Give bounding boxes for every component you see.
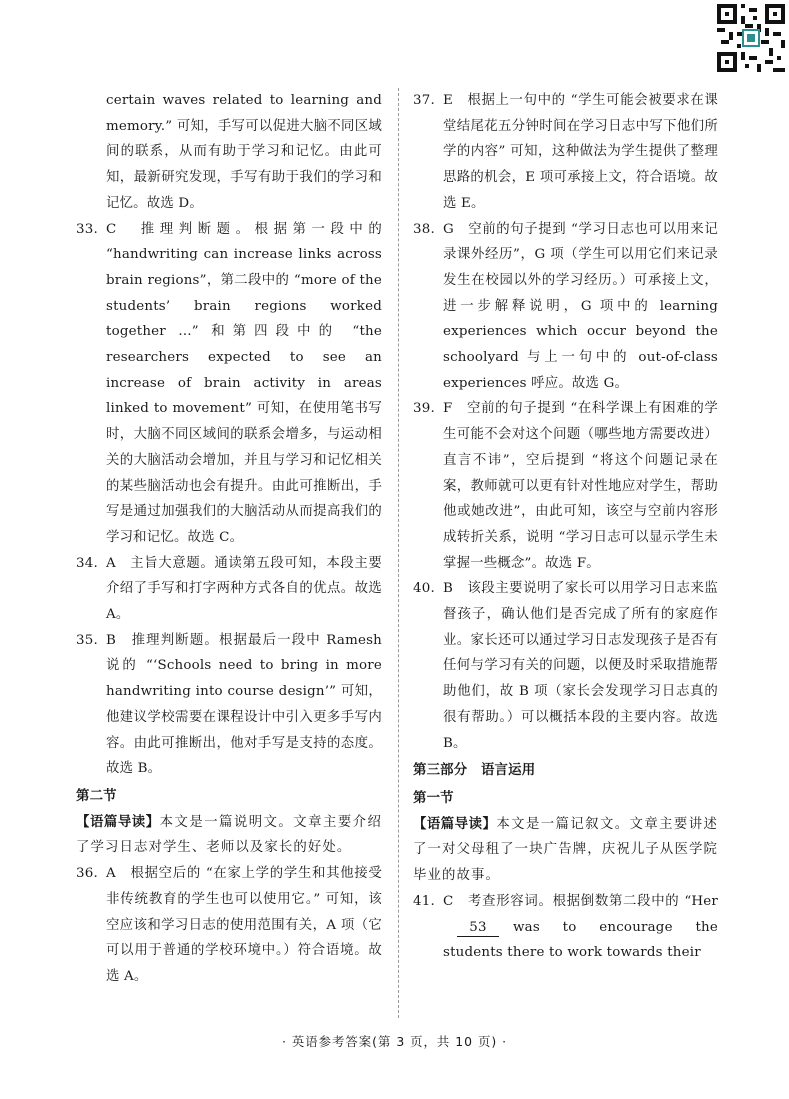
answer-number: 40. — [413, 581, 435, 597]
answer-item-33 — [76, 217, 382, 551]
answer-explanation: E 根据上一句中的 “学生可能会被要求在课堂结尾花五分钟时间在学习日志中写下他们所学的内容” 可知，这种做法为学生提供了整理思路的机会，E 项可承接上文，符合语境。故选 E。 — [443, 93, 718, 211]
passage-guide — [76, 810, 382, 861]
q41-text-before: C 考查形容词。根据倒数第二段中的 “Her — [443, 893, 718, 909]
guide-tag: 【语篇导读】 — [413, 816, 497, 832]
section-heading: 第一节 — [413, 790, 454, 806]
answer-item-35 — [76, 628, 382, 782]
answer-number: 41. — [413, 893, 435, 909]
answer-item-38 — [413, 217, 718, 397]
passage-guide — [413, 812, 718, 889]
right-column — [413, 88, 718, 966]
answer-item-36 — [76, 861, 382, 990]
page-footer: · 英语参考答案(第 3 页，共 10 页) · — [281, 1034, 508, 1049]
continued-paragraph: certain waves related to learning and memory.” 可知，手写可以促进大脑不同区域间的联系，从而有助于学习和记忆。由此可知，最新研究发现，手写有助于我们的学习和记忆。故选 D。 — [106, 93, 382, 211]
answer-number: 34. — [76, 555, 98, 571]
answer-number: 37. — [413, 93, 435, 108]
answer-explanation: B 该段主要说明了家长可以用学习日志来监督孩子，确认他们是否完成了所有的家庭作业。家长还可以通过学习日志发现孩子是否有任何与学习有关的问题，以便及时采取措施帮助他们，故 B 项（家长会发现学习日志真的很有帮助。）可以概括本段的主要内容。故选 B。 — [443, 581, 718, 751]
answer-explanation: A 主旨大意题。通读第五段可知，本段主要介绍了手写和打字两种方式各自的优点。故选 A。 — [106, 555, 382, 623]
guide-text: 本文是一篇说明文。文章主要介绍了学习日志对学生、老师以及家长的好处。 — [76, 814, 382, 856]
answer-explanation: G 空前的句子提到 “学习日志也可以用来记录课外经历”，G 项（学生可以用它们来记录发生在校园以外的学习经历。）可承接上文，进一步解释说明，G 项中的 learning experiences which occur beyond the schoolyard 与上一句中的 out-of-class experiences 呼应。故选 G。 — [443, 221, 718, 391]
answer-explanation: F 空前的句子提到 “在科学课上有困难的学生可能不会对这个问题（哪些地方需要改进）直言不讳”，空后提到 “将这个问题记录在案，教师就可以更有针对性地应对学生，帮助他或她改进”，由此可知，该空与空前内容形成转折关系，说明 “学习日志可以显示学生未掌握一些概念”。故选 F。 — [443, 401, 718, 571]
column-divider — [398, 88, 399, 1018]
answer-item-41 — [413, 889, 718, 966]
part-heading: 第三部分 语言运用 — [413, 763, 536, 779]
left-column — [76, 88, 382, 990]
blank-number: 53 — [457, 920, 499, 937]
answer-number: 35. — [76, 632, 98, 648]
answer-number: 36. — [76, 866, 98, 882]
answer-explanation: B 推理判断题。根据最后一段中 Ramesh 说的 “‘Schools need to bring in more handwriting into course design’” 可知，他建议学校需要在课程设计中引入更多手写内容。由此可推断出，他对手写是支持的态度。故选 B。 — [106, 632, 382, 777]
answer-explanation: C 推理判断题。根据第一段中的 “handwriting can increase links across brain regions”，第二段中的 “more of the students’ brain regions worked together …” 和第四段中的 “the researchers expected to see an increase of brain activity in areas linked to movement” 可知，在使用笔书写时，大脑不同区域间的联系会增多，与运动相关的大脑活动会增加，并且与学习和记忆相关的某些脑活动也会有提升。由此可推断出，手写是通过加强我们的大脑活动从而提高我们的学习和记忆。故选 C。 — [106, 221, 382, 545]
answer-item-34 — [76, 551, 382, 628]
answer-item-40 — [413, 576, 718, 756]
answer-number: 38. — [413, 221, 435, 237]
guide-tag: 【语篇导读】 — [76, 814, 160, 830]
answer-explanation: A 根据空后的 “在家上学的学生和其他接受非传统教育的学生也可以使用它。” 可知，该空应该和学习日志的使用范围有关，A 项（它可以用于普通的学校环境中。）符合语境。故选 A。 — [106, 866, 382, 984]
section-heading: 第二节 — [76, 788, 117, 804]
answer-item-37 — [413, 88, 718, 217]
answer-number: 39. — [413, 401, 435, 417]
answer-explanation — [443, 889, 718, 966]
answer-item-39 — [413, 396, 718, 576]
q41-text-after: was to encourage the students there to work towards their — [443, 919, 718, 961]
qr-code — [717, 4, 785, 72]
guide-text: 本文是一篇记叙文。文章主要讲述了一对父母租了一块广告牌，庆祝儿子从医学院毕业的故事。 — [413, 816, 718, 884]
answer-number: 33. — [76, 221, 98, 237]
